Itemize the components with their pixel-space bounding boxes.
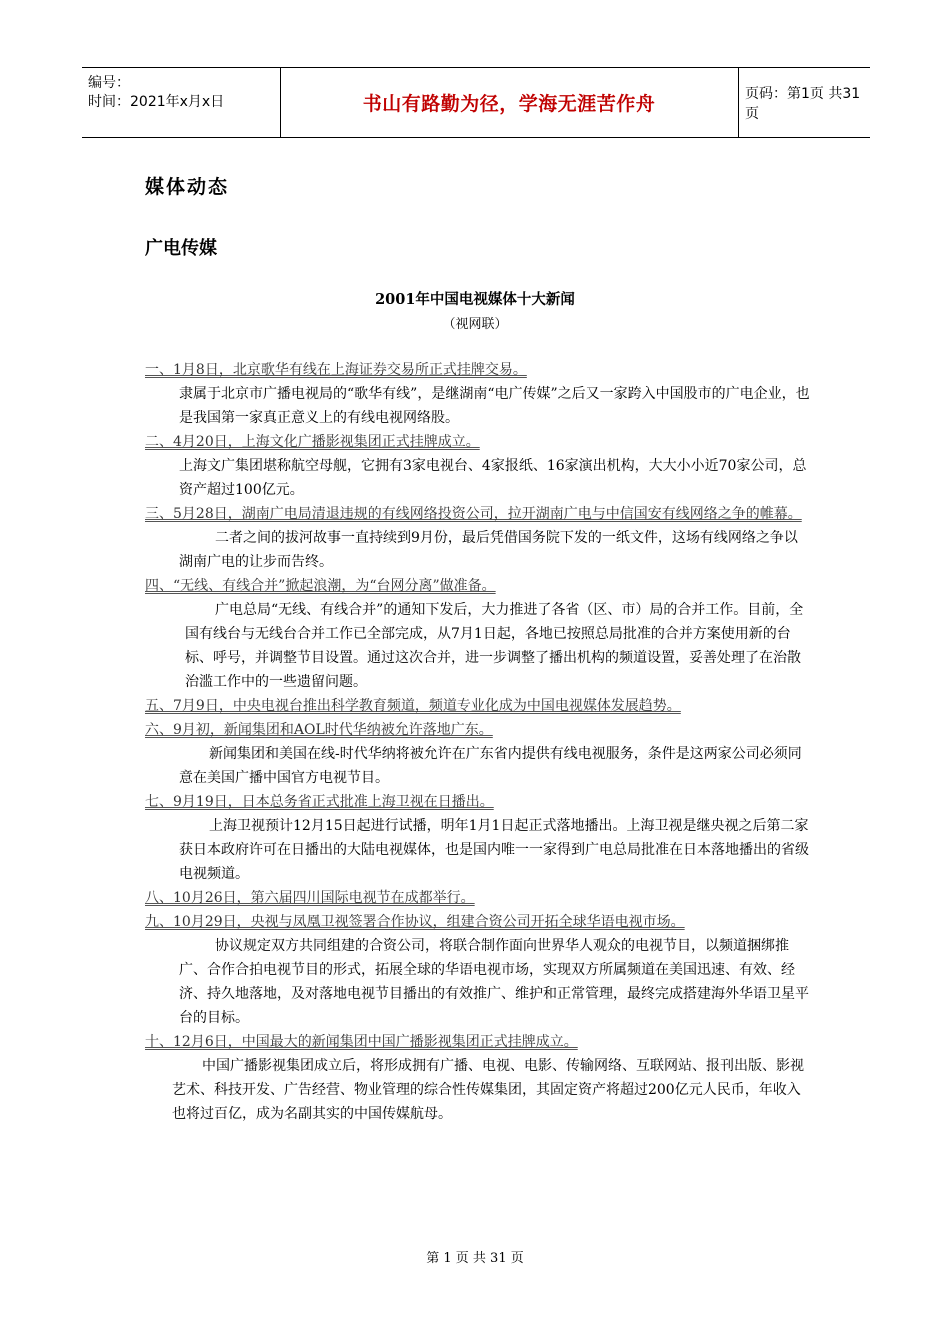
news-heading: 十、12月6日，中国最大的新闻集团中国广播影视集团正式挂牌成立。: [145, 1034, 578, 1050]
number-label: 编号：: [88, 75, 130, 91]
news-body: 上海卫视预计12月15日起进行试播，明年1月1日起正式落地播出。上海卫视是继央视之后第二家获日本政府许可在日播出的大陆电视媒体，也是国内唯一一家得到广电总局批准在日本落地播出的省级电视频道。: [179, 818, 809, 882]
news-heading: 六、9月初，新闻集团和AOL时代华纳被允许落地广东。: [145, 722, 493, 738]
news-heading: 一、1月8日，北京歌华有线在上海证券交易所正式挂牌交易。: [145, 362, 527, 378]
header-divider: [738, 68, 739, 137]
header-motto: 书山有路勤为径，学海无涯苦作舟: [362, 93, 656, 115]
news-heading: 七、9月19日，日本总务省正式批准上海卫视在日播出。: [145, 794, 494, 810]
article-title: 2001年中国电视媒体十大新闻: [375, 291, 575, 308]
news-body: 上海文广集团堪称航空母舰，它拥有3家电视台、4家报纸、16家演出机构，大大小小近70家公司，总资产超过100亿元。: [179, 458, 807, 498]
news-heading: 四、“无线、有线合并”掀起浪潮，为“台网分离”做准备。: [145, 578, 496, 594]
page-header: [82, 67, 870, 138]
news-heading: 三、5月28日，湖南广电局清退违规的有线网络投资公司，拉开湖南广电与中信国安有线网络之争的帷幕。: [145, 506, 802, 522]
news-body: 中国广播影视集团成立后，将形成拥有广播、电视、电影、传输网络、互联网站、报刊出版、影视艺术、科技开发、广告经营、物业管理的综合性传媒集团，其固定资产将超过200亿元人民币，年收入也将过百亿，成为名副其实的中国传媒航母。: [172, 1058, 804, 1122]
news-heading: 五、7月9日，中央电视台推出科学教育频道，频道专业化成为中国电视媒体发展趋势。: [145, 698, 681, 714]
news-body: 协议规定双方共同组建的合资公司，将联合制作面向世界华人观众的电视节目，以频道捆绑推广、合作合拍电视节目的形式，拓展全球的华语电视市场，实现双方所属频道在美国迅速、有效、经济、持久地落地，及对落地电视节目播出的有效推广、维护和正常管理，最终完成搭建海外华语卫星平台的目标。: [179, 938, 809, 1026]
news-heading: 二、4月20日，上海文化广播影视集团正式挂牌成立。: [145, 434, 480, 450]
section-title: 媒体动态: [145, 176, 230, 198]
news-body: 二者之间的拔河故事一直持续到9月份，最后凭借国务院下发的一纸文件，这场有线网络之争以湖南广电的让步而告终。: [179, 530, 798, 570]
news-body: 广电总局“无线、有线合并”的通知下发后，大力推进了各省（区、市）局的合并工作。目前，全国有线台与无线台合并工作已全部完成，从7月1日起，各地已按照总局批准的合并方案使用新的台标、呼号，并调整节目设置。通过这次合并，进一步调整了播出机构的频道设置，妥善处理了在治散治滥工作中的一些遗留问题。: [185, 602, 804, 690]
header-page-info: 页码：第1页 共31页: [745, 85, 861, 122]
header-info: [88, 74, 224, 112]
time-label: 时间：2021年x月x日: [88, 94, 225, 110]
news-list: [145, 358, 810, 1126]
page-footer: 第 1 页 共 31 页: [426, 1251, 524, 1266]
news-heading: 九、10月29日，央视与凤凰卫视签署合作协议，组建合资公司开拓全球华语电视市场。: [145, 914, 685, 930]
news-body: 新闻集团和美国在线-时代华纳将被允许在广东省内提供有线电视服务，条件是这两家公司必须同意在美国广播中国官方电视节目。: [179, 746, 802, 786]
news-body: 隶属于北京市广播电视局的“歌华有线”，是继湖南“电广传媒”之后又一家跨入中国股市的广电企业，也是我国第一家真正意义上的有线电视网络股。: [179, 386, 810, 426]
news-heading: 八、10月26日，第六届四川国际电视节在成都举行。: [145, 890, 475, 906]
article-source: （视网联）: [442, 317, 508, 332]
subsection-title: 广电传媒: [145, 238, 217, 259]
